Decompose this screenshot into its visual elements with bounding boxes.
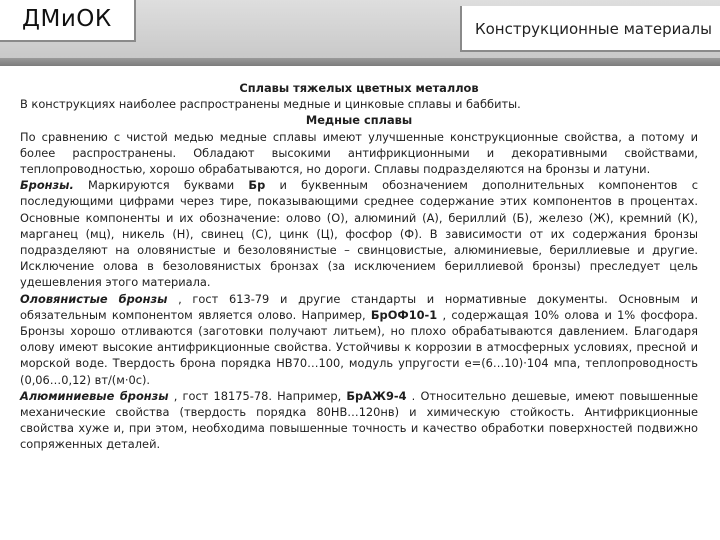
main-heading: Сплавы тяжелых цветных металлов bbox=[239, 81, 479, 95]
logo-text: ДМиОК bbox=[22, 6, 112, 32]
aluminum-bronze-paragraph bbox=[20, 388, 698, 453]
logo-box bbox=[0, 0, 136, 42]
slide-content bbox=[20, 80, 698, 453]
title-box bbox=[460, 6, 720, 52]
tin-bronze-text-1: , гост 613-79 и другие стандарты и нормативные документы. Основным и обязательным компонентом является олово. Например, bbox=[20, 291, 698, 322]
copper-paragraph: По сравнению с чистой медью медные сплавы имеют улучшенные конструкционные свойства, а потому и более распространены. Обладают высокими антифрикционными и декоративными свойствами, теплопроводностью, хорошо обрабатываются, но дороги. Сплавы подразделяются на бронзы и латуни. bbox=[20, 129, 698, 177]
aluminum-bronze-mark: БрАЖ9-4 bbox=[346, 388, 407, 403]
tin-bronze-term: Оловянистые бронзы bbox=[20, 291, 168, 306]
header-divider-bar bbox=[0, 58, 720, 66]
bronzes-text-2: и буквенным обозначением дополнительных компонентов с последующими цифрами через тире, показывающими среднее содержание этих компонентов в процентах. Основные компоненты и их обозначение: олово (О), алюминий (А), бериллий (Б), железо (Ж), кремний (К), марганец (мц), никель (Н), свинец (С), цинк (Ц), фосфор (Ф). В зависимости от их содержания бронзы подразделяют на оловянистые и безоловянистые – свинцовистые, алюминиевые, бериллиевые и другие. Исключение олова в безоловянистых бронзах (за исключением бериллиевой бронзы) преследует цель удешевления этого материала. bbox=[20, 178, 698, 290]
bronzes-paragraph bbox=[20, 177, 698, 290]
aluminum-bronze-text-2: . Относительно дешевые, имеют повышенные механические свойства (твердость порядка 80НВ…120нв) и химическую стойкость. Антифрикционные свойства хуже и, при этом, необходима повышенные точность и качество обработки поверхностей подвижно сопряженных деталей. bbox=[20, 388, 698, 452]
slide-title: Конструкционные материалы bbox=[474, 20, 712, 38]
intro-paragraph: В конструкциях наиболее распространены медные и цинковые сплавы и баббиты. bbox=[20, 97, 521, 112]
aluminum-bronze-text-1: , гост 18175-78. Например, bbox=[168, 388, 347, 403]
copper-heading: Медные сплавы bbox=[305, 113, 413, 128]
tin-bronze-text-2: , содержащая 10% олова и 1% фосфора. Бронзы хорошо отливаются (заготовки получают литьем), но плохо обрабатываются давлением. Благодаря олову имеют высокие антифрикционные свойства. Устойчивы к коррозии в атмосферных условиях, пресной и морской воде. Твердость брона порядка HB70…100, модуль упругости е=(6…10)·104 мпа, теплопроводность (0,06…0,12) вт/(м·0с). bbox=[20, 307, 699, 387]
bronzes-text-1: Маркируются буквами bbox=[73, 178, 249, 193]
tin-bronze-paragraph bbox=[20, 291, 698, 388]
bronzes-mark: Бр bbox=[248, 178, 266, 193]
bronzes-term: Бронзы. bbox=[20, 178, 74, 193]
aluminum-bronze-term: Алюминиевые бронзы bbox=[20, 388, 169, 403]
tin-bronze-mark: БрОФ10-1 bbox=[370, 307, 438, 322]
